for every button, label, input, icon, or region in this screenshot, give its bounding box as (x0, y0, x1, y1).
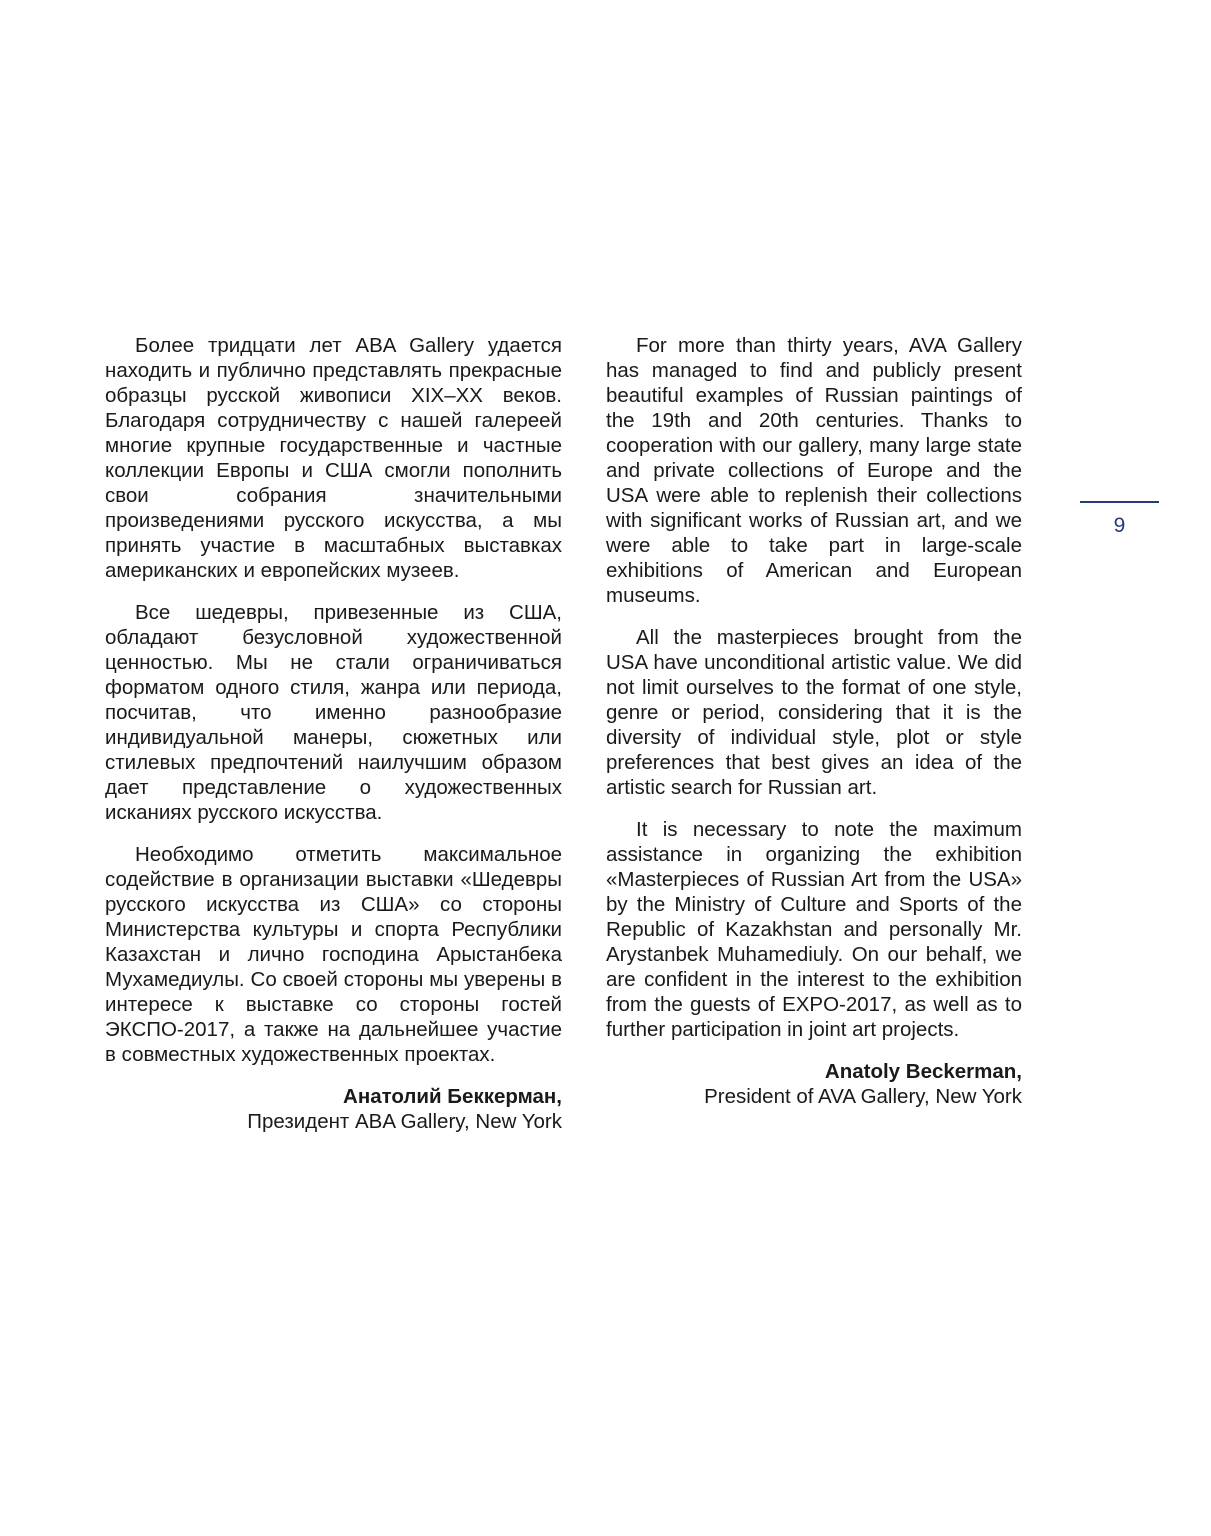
english-signature (606, 1059, 1022, 1109)
english-paragraph-1: For more than thirty years, AVA Gallery has managed to find and publicly present beautiful examples of Russian paintings of the 19th and 20th centuries. Thanks to cooperation with our gallery, many large state and private collections of Europe and the USA were able to replenish their collections with significant works of Russian art, and we were able to take part in large-scale exhibitions of American and European museums. (606, 334, 1022, 607)
english-column (606, 333, 1022, 1109)
english-paragraph-2: All the masterpieces brought from the USA have unconditional artistic value. We did not limit ourselves to the format of one style, genre or period, considering that it is the diversity of individual style, plot or style preferences that best gives an idea of the artistic search for Russian art. (606, 626, 1022, 799)
russian-paragraph-3: Необходимо отметить максимальное содействие в организации выставки «Шедевры русского искусства из США» со стороны Министерства культуры и спорта Республики Казахстан и лично господина Арыстанбека Мухамедиулы. Со своей стороны мы уверены в интересе к выставке со стороны гостей ЭКСПО-2017, а также на дальнейшее участие в совместных художественных проектах. (105, 843, 562, 1066)
russian-paragraph-2: Все шедевры, привезенные из США, обладают безусловной художественной ценностью. Мы не стали ограничиваться форматом одного стиля, жанра или периода, посчитав, что именно разнообразие индивидуальной манеры, сюжетных или стилевых предпочтений наилучшим образом дает представление о художественных исканиях русского искусства. (105, 601, 562, 824)
russian-signature (105, 1084, 562, 1134)
russian-column (105, 333, 562, 1134)
russian-signature-title: Президент ABA Gallery, New York (247, 1110, 562, 1133)
page-number: 9 (1113, 514, 1126, 537)
page-number-rule (1080, 501, 1159, 503)
english-paragraph-3: It is necessary to note the maximum assistance in organizing the exhibition «Masterpieces of Russian Art from the USA» by the Ministry of Culture and Sports of the Republic of Kazakhstan and personally Mr. Arystanbek Muhamediuly. On our behalf, we are confident in the interest to the exhibition from the guests of EXPO-2017, as well as to further participation in joint art projects. (606, 818, 1022, 1041)
russian-paragraph-1: Более тридцати лет ABA Gallery удается находить и публично представлять прекрасные образцы русской живописи XIX–XX веков. Благодаря сотрудничеству с нашей галереей многие крупные государственные и частные коллекции Европы и США смогли пополнить свои собрания значительными произведениями русского искусства, а мы принять участие в масштабных выставках американских и европейских музеев. (105, 334, 562, 582)
russian-signature-name: Анатолий Беккерман, (343, 1085, 562, 1108)
english-signature-title: President of AVA Gallery, New York (704, 1085, 1022, 1108)
english-signature-name: Anatoly Beckerman, (824, 1060, 1022, 1083)
